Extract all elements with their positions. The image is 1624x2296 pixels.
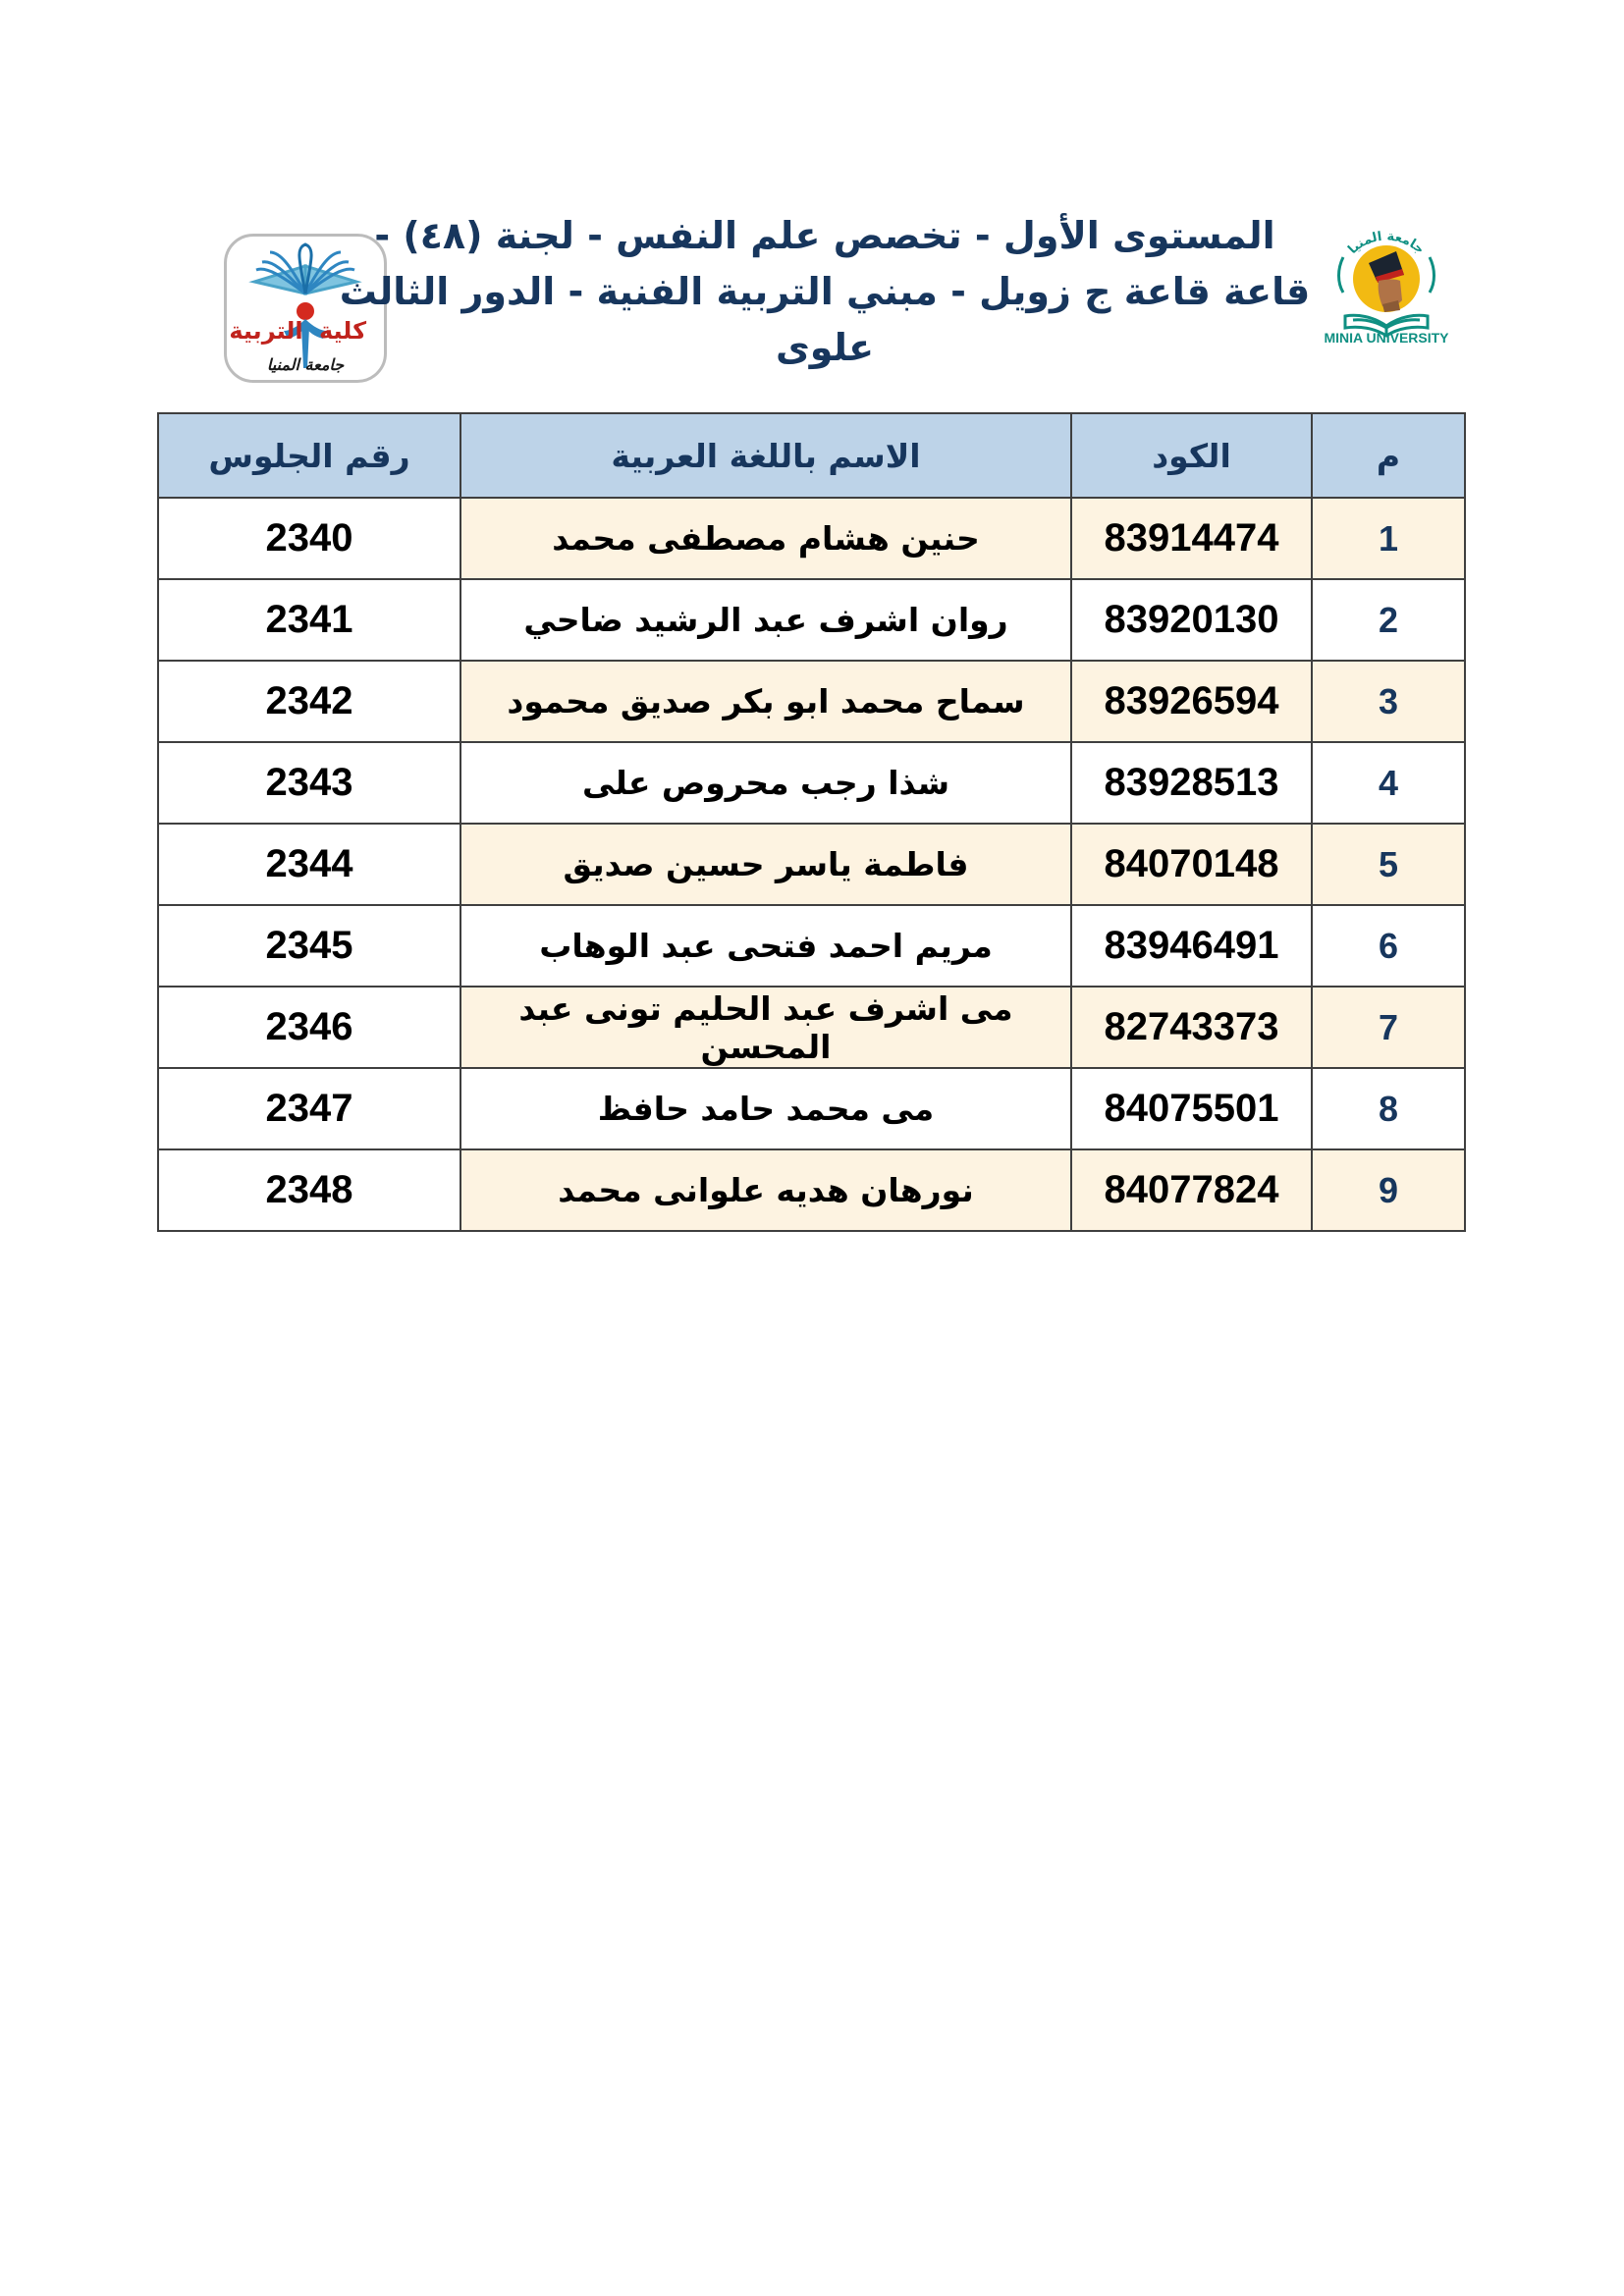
table-row (158, 987, 1465, 1068)
document-header (0, 0, 1624, 412)
serial-cell: 9 (1312, 1149, 1465, 1231)
name-cell: نورهان هديه علوانى محمد (460, 1149, 1071, 1231)
seat-cell: 2347 (158, 1068, 460, 1149)
code-cell: 83946491 (1071, 905, 1312, 987)
code-cell: 83920130 (1071, 579, 1312, 661)
seat-cell: 2345 (158, 905, 460, 987)
table-row (158, 824, 1465, 905)
table-row (158, 905, 1465, 987)
seat-cell: 2348 (158, 1149, 460, 1231)
faculty-logo-text-right: كلية (318, 317, 367, 345)
name-cell: مريم احمد فتحى عبد الوهاب (460, 905, 1071, 987)
serial-cell: 8 (1312, 1068, 1465, 1149)
code-cell: 84077824 (1071, 1149, 1312, 1231)
serial-cell: 3 (1312, 661, 1465, 742)
table-row (158, 742, 1465, 824)
code-cell: 84070148 (1071, 824, 1312, 905)
serial-cell: 2 (1312, 579, 1465, 661)
serial-cell: 4 (1312, 742, 1465, 824)
seat-cell: 2343 (158, 742, 460, 824)
minia-university-caption: MINIA UNIVERSITY (1324, 330, 1449, 346)
serial-cell: 7 (1312, 987, 1465, 1068)
name-cell: شذا رجب محروص على (460, 742, 1071, 824)
table-row (158, 1068, 1465, 1149)
seat-cell: 2341 (158, 579, 460, 661)
table-row (158, 498, 1465, 579)
title-line-2: قاعة قاعة ج زويل - مبني التربية الفنية - الدور الثالث (339, 270, 1311, 313)
header-code: الكود (1071, 413, 1312, 498)
header-seat: رقم الجلوس (158, 413, 460, 498)
serial-cell: 5 (1312, 824, 1465, 905)
faculty-logo-text-left: التربية (229, 317, 303, 345)
header-serial: م (1312, 413, 1465, 498)
seat-cell: 2344 (158, 824, 460, 905)
title-line-1: المستوى الأول - تخصص علم النفس - لجنة (٤٨) - (374, 214, 1275, 257)
table-row (158, 579, 1465, 661)
faculty-logo-footer: جامعة المنيا (266, 355, 345, 374)
svg-text:جامعة المنيا: جامعة المنيا (1345, 229, 1428, 258)
name-cell: حنين هشام مصطفى محمد (460, 498, 1071, 579)
code-cell: 82743373 (1071, 987, 1312, 1068)
table-row (158, 661, 1465, 742)
name-cell: مى محمد حامد حافظ (460, 1068, 1071, 1149)
header-name: الاسم باللغة العربية (460, 413, 1071, 498)
seat-cell: 2342 (158, 661, 460, 742)
serial-cell: 1 (1312, 498, 1465, 579)
code-cell: 84075501 (1071, 1068, 1312, 1149)
name-cell: فاطمة ياسر حسين صديق (460, 824, 1071, 905)
seat-cell: 2346 (158, 987, 460, 1068)
serial-cell: 6 (1312, 905, 1465, 987)
code-cell: 83928513 (1071, 742, 1312, 824)
page-title (334, 208, 1316, 376)
name-cell: مى اشرف عبد الحليم تونى عبد المحسن (460, 987, 1071, 1068)
code-cell: 83926594 (1071, 661, 1312, 742)
name-cell: سماح محمد ابو بكر صديق محمود (460, 661, 1071, 742)
seat-cell: 2340 (158, 498, 460, 579)
code-cell: 83914474 (1071, 498, 1312, 579)
title-line-3: علوى (775, 326, 875, 369)
name-cell: روان اشرف عبد الرشيد ضاحي (460, 579, 1071, 661)
seating-table (157, 412, 1466, 1232)
table-header-row (158, 413, 1465, 498)
table-row (158, 1149, 1465, 1231)
